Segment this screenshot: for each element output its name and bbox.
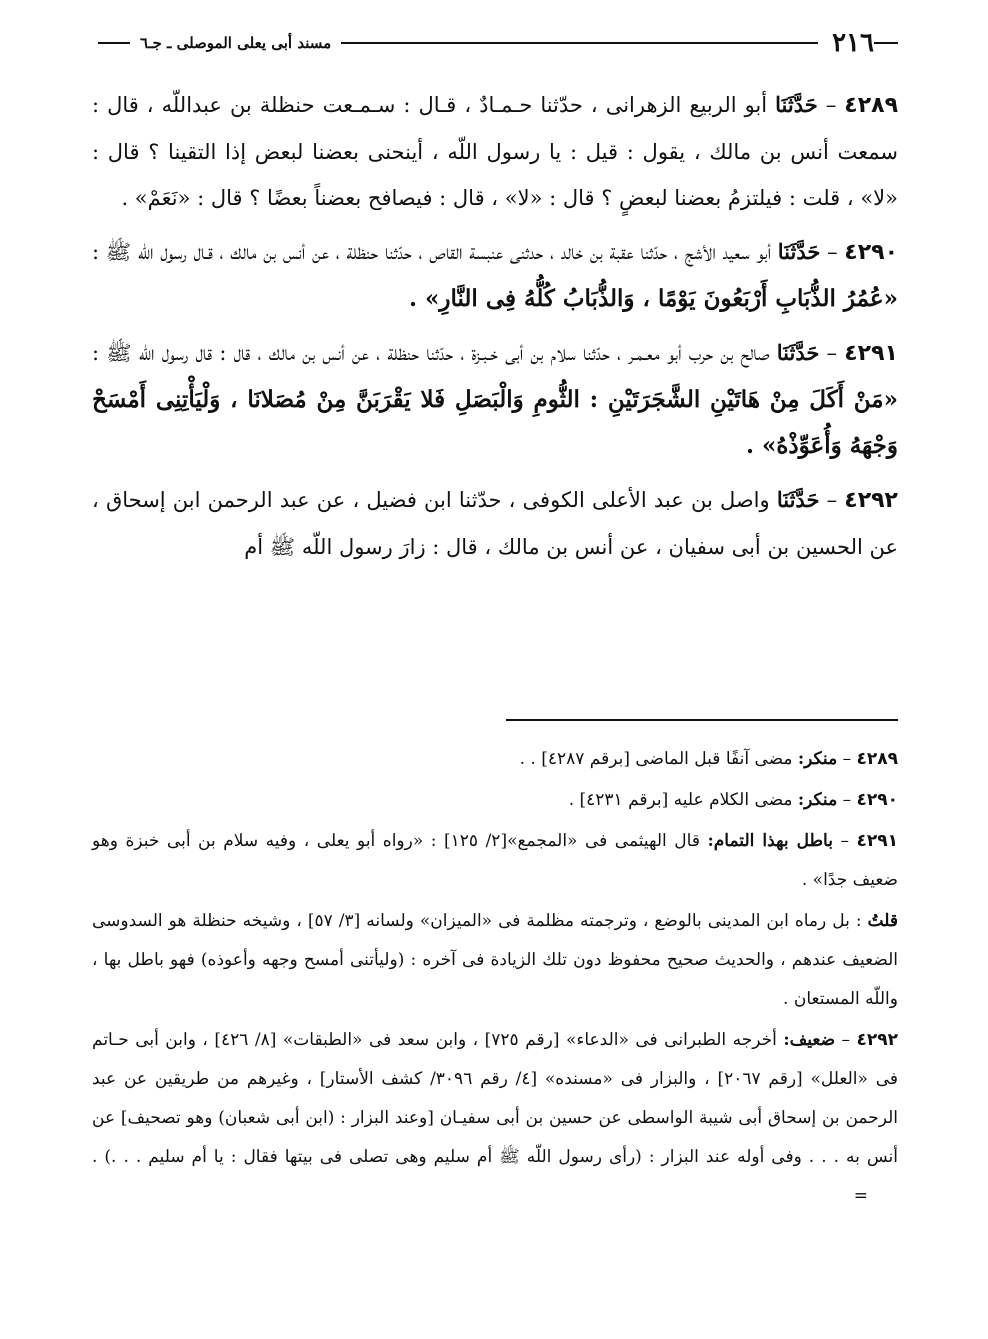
hadith-matn: «مَنْ أَكَلَ مِنْ هَاتَيْنِ الشَّجَرَتَيْنِ : الثُّومِ وَالْبَصَلِ فَلا يَقْرَبَنَّ مِنْ مُصَلانَا ، وَلْيَأْتِنِى أَمْسَحْ وَجْهَهُ وَأُعَوِّذْهُ» . [92, 386, 898, 459]
haddathana-word: حَدَّثَنَا [777, 239, 821, 264]
hadith-4290: ٤٢٩٠ – حَدَّثَنَا أبو سعيد الأشج ، حدّثنا عقبة بن خالد ، حدثنى عنبسة القاص ، حدّثنا حنظلة ، عن أنس بن مالك ، قـال رسول اللّه ﷺ : «عُمُرُ الذُّبَابِ أَرْبَعُونَ يَوْمًا ، وَالذُّبَابُ كُلُّهُ فِى النَّارِ» . [92, 239, 898, 312]
hadith-text: أبو الربيع الزهرانى ، حدّثنا حـمـادٌ ، قـال : سـمـعت حنظلة بن عبداللّه ، قال : سمعت أنس بن مالك ، يقول : قيل : يا رسول اللّه ، أينحنى بعضنا لبعض إذا التقينا ؟ قال : «لا» ، قلت : فيلتزمُ بعضنا لبعضٍ ؟ قال : «لا» ، قال : فيصافح بعضناً بعضًا ؟ قال : «نَعَمْ» . [92, 93, 898, 210]
haddathana-word: حَدَّثَنَا [775, 92, 818, 117]
hadith-4292: ٤٢٩٢ – حَدَّثَنَا واصل بن عبد الأعلى الكوفى ، حدّثنا ابن فضيل ، عن عبد الرحمن ابن إسحاق ، عن الحسين بن أبى سفيان ، عن أنس بن مالك ، قال : زارَ رسول اللّه ﷺ أم [92, 487, 898, 559]
footnote-4289: ٤٢٨٩ – منكر: مضى آنفًا قبل الماضى [برقم ٤٢٨٧] . . [519, 749, 898, 769]
footnote-text: قال الهيثمى فى «المجمع»[٢/ ١٢٥] : «رواه أبو يعلى ، وفيه سلام بن أبى خبزة وهو ضعيف جدًا» . [92, 831, 898, 890]
hadith-4289: ٤٢٨٩ – حَدَّثَنَا أبو الربيع الزهرانى ، حدّثنا حـمـادٌ ، قـال : سـمـعت حنظلة بن عبداللّه ، قال : سمعت أنس بن مالك ، يقول : قيل : يا رسول اللّه ، أينحنى بعضنا لبعض إذا التقينا ؟ قال : «لا» ، قلت : فيلتزمُ بعضنا لبعضٍ ؟ قال : «لا» ، قال : فيصافح بعضناً بعضًا ؟ قال : «نَعَمْ» . [92, 92, 899, 210]
header-rule-left [98, 42, 130, 44]
header-rule-middle [341, 42, 818, 44]
document-page [92, 0, 898, 1339]
continuation-mark: = [853, 1186, 868, 1206]
hadith-body [92, 82, 898, 578]
footnote-separator [506, 719, 898, 721]
footnotes [92, 740, 898, 1218]
footnote-qult [92, 902, 898, 1019]
footnote-grade: منكر: [797, 790, 838, 810]
footnote-4290: ٤٢٩٠ – منكر: مضى الكلام عليه [برقم ٤٢٣١] . [568, 790, 898, 810]
footnote-number: ٤٢٩٠ [856, 790, 898, 810]
footnote-grade: منكر: [797, 749, 838, 769]
hadith-text: أبو سعيد الأشج ، حدّثنا عقبة بن خالد ، حدثنى عنبسة القاص ، حدّثنا حنظلة ، عن أنس بن مالك ، قـال رسول اللّه ﷺ : [92, 240, 772, 264]
haddathana-word: حَدَّثَنَا [776, 340, 820, 365]
haddathana-word: حَدَّثَنَا [776, 487, 820, 512]
footnote-text: : بل رماه ابن المدينى بالوضع ، وترجمته مظلمة فى «الميزان» ولسانه [٣/ ٥٧] ، وشيخه حنظلة هو السدوسى الضعيف عندهم ، والحديث صحيح محفوظ دون تلك الزيادة فى آخره : (وليأتنى أمسح وجهه وأعوذه) فهو باطل بها ، واللّه المستعان . [92, 911, 898, 1009]
footnote-text: مضى آنفًا قبل الماضى [برقم ٤٢٨٧] . . [519, 749, 793, 769]
qult-word: قلتُ [867, 911, 898, 931]
header-rule-right [874, 42, 898, 44]
footnote-grade: باطل بهذا التمام: [707, 831, 833, 851]
hadith-number: ٤٢٩٠ [844, 240, 898, 265]
footnote-number: ٤٢٩١ [856, 831, 898, 851]
footnote-text: أخرجه الطبرانى فى «الدعاء» [رقم ٧٢٥] ، وابن سعد فى «الطبقات» [٨/ ٤٢٦] ، وابن أبى حـاتم فى «العلل» [رقم ٢٠٦٧] ، والبزار فى «مسنده» [٤/ رقم ٣٠٩٦/ كشف الأستار] ، وغيرهم من طريقين عن عبد الرحمن بن إسحاق أبى شيبة الواسطى عن حسين بن أبى سفيـان [وعند البزار : (ابن أبى شعبان) وهو تصحيف] عن أنس به . . . وفى أوله عند البزار : (رأى رسول اللّه ﷺ أم سليم وهى تصلى فى بيتها فقال : يا أم سليم . . .) . [92, 1030, 898, 1167]
hadith-4291: ٤٢٩١ – حَدَّثَنَا صالح بن حرب أبو معـمـر ، حدّثنا سلام بن أبى خـبـزة ، حدّثنا حنظلة ، عن أنس بن مالك ، قال : قال رسول اللّه ﷺ : «مَنْ أَكَلَ مِنْ هَاتَيْنِ الشَّجَرَتَيْنِ : الثُّومِ وَالْبَصَلِ فَلا يَقْرَبَنَّ مِنْ مُصَلانَا ، وَلْيَأْتِنِى أَمْسَحْ وَجْهَهُ وَأُعَوِّذْهُ» . [92, 340, 898, 459]
footnote-number: ٤٢٩٢ [856, 1030, 899, 1050]
footnote-text: مضى الكلام عليه [برقم ٤٢٣١] . [568, 790, 793, 810]
hadith-number: ٤٢٩١ [844, 341, 898, 366]
hadith-number: ٤٢٨٩ [844, 93, 899, 118]
hadith-text: واصل بن عبد الأعلى الكوفى ، حدّثنا ابن فضيل ، عن عبد الرحمن ابن إسحاق ، عن الحسين بن أبى سفيان ، عن أنس بن مالك ، قال : زارَ رسول اللّه ﷺ أم [92, 488, 898, 559]
hadith-matn: «عُمُرُ الذُّبَابِ أَرْبَعُونَ يَوْمًا ، وَالذُّبَابُ كُلُّهُ فِى النَّارِ» . [408, 285, 898, 312]
footnote-number: ٤٢٨٩ [856, 749, 898, 769]
footnote-4292: ٤٢٩٢ – ضعيف: أخرجه الطبرانى فى «الدعاء» [رقم ٧٢٥] ، وابن سعد فى «الطبقات» [٨/ ٤٢٦] ، وابن أبى حـاتم فى «العلل» [رقم ٢٠٦٧] ، والبزار فى «مسنده» [٤/ رقم ٣٠٩٦/ كشف الأستار] ، وغيرهم من طريقين عن عبد الرحمن بن إسحاق أبى شيبة الواسطى عن حسين بن أبى سفيـان [وعند البزار : (ابن أبى شعبان) وهو تصحيف] عن أنس به . . . وفى أوله عند البزار : (رأى رسول اللّه ﷺ أم سليم وهى تصلى فى بيتها فقال : يا أم سليم . . .) . = [92, 1021, 898, 1216]
footnote-grade: ضعيف: [783, 1030, 836, 1050]
hadith-text: صالح بن حرب أبو معـمـر ، حدّثنا سلام بن أبى خـبـزة ، حدّثنا حنظلة ، عن أنس بن مالك ، قال : قال رسول اللّه ﷺ : [92, 341, 770, 365]
footnote-4291: ٤٢٩١ – باطل بهذا التمام: قال الهيثمى فى «المجمع»[٢/ ١٢٥] : «رواه أبو يعلى ، وفيه سلام بن أبى خبزة وهو ضعيف جدًا» . [92, 831, 898, 890]
page-number: ٢١٦ [832, 28, 874, 58]
running-title: مسند أبى يعلى الموصلى ـ جـ٦ [140, 34, 332, 52]
hadith-number: ٤٢٩٢ [844, 488, 898, 513]
running-header [92, 28, 898, 58]
